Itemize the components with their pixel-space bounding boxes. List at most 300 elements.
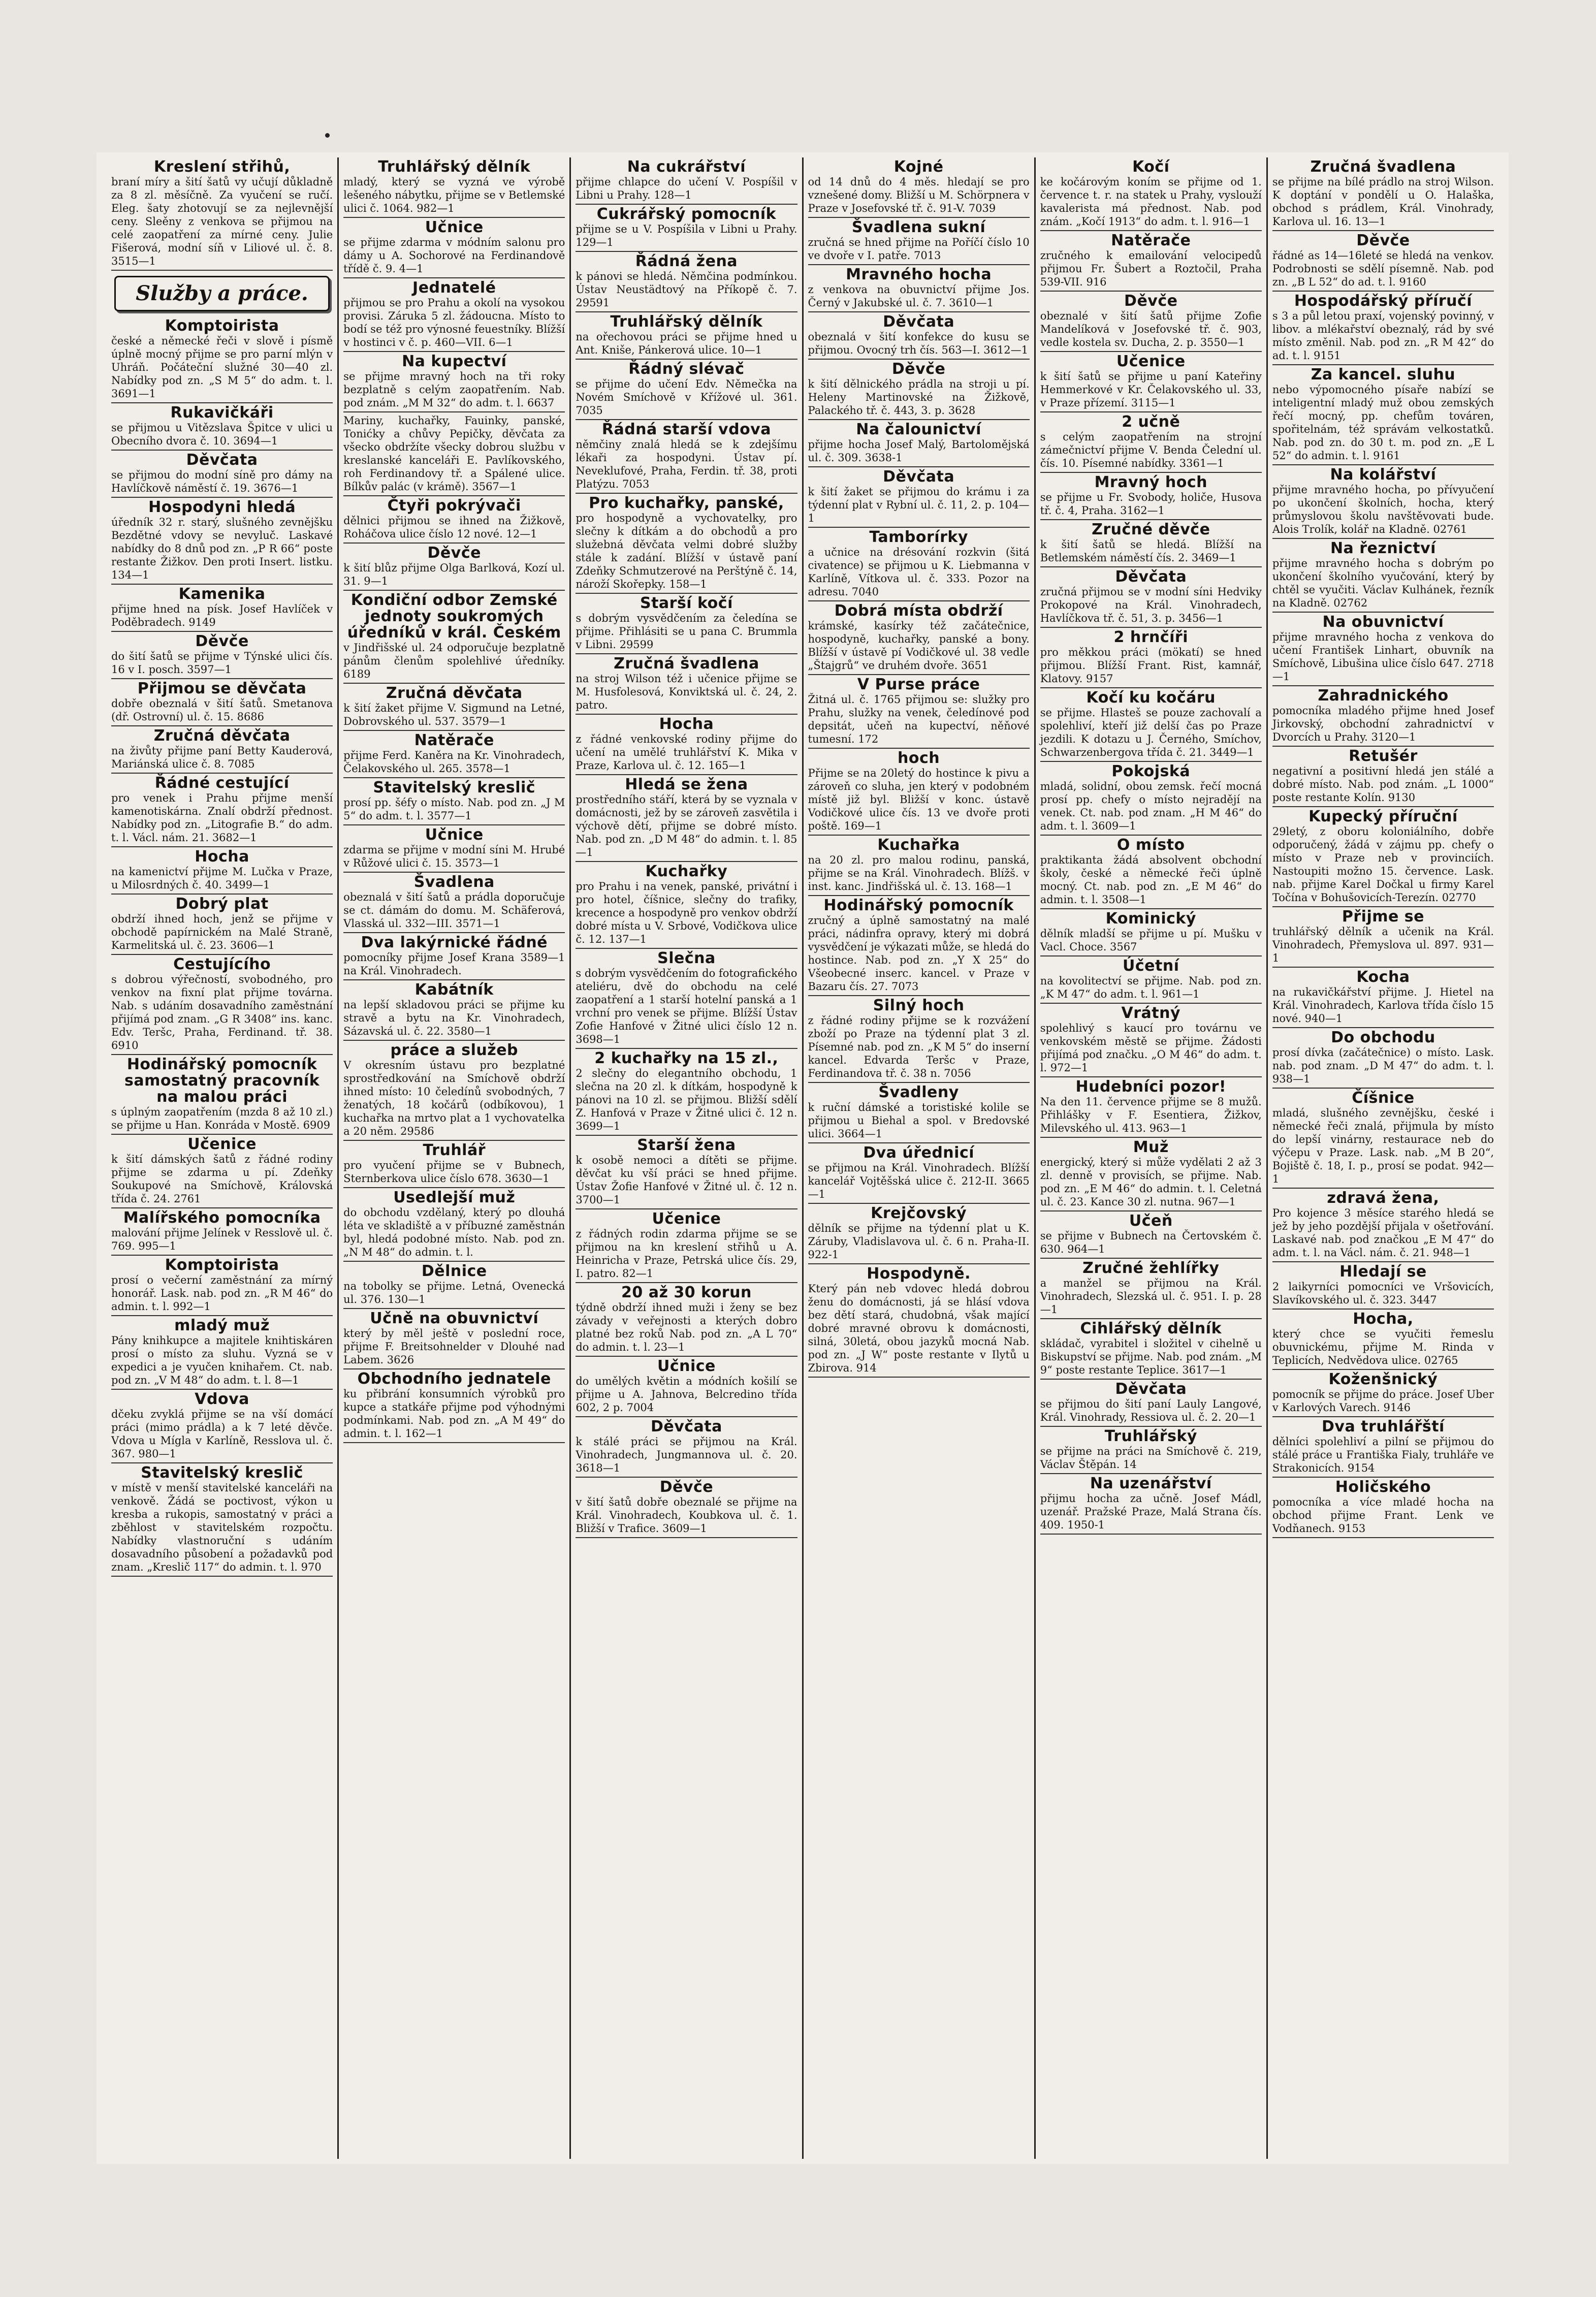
ad-heading: Natěrače	[1111, 232, 1191, 249]
classified-ad	[808, 749, 1030, 836]
ad-heading: Hocha	[659, 715, 714, 733]
ad-text: týdně obdrží ihned muži i ženy se bez závady v veřejnosti a kterých dobro platné bez roků Nab. pod zn. „A L 70“ do admin. t. l. 23—1	[576, 1301, 797, 1353]
ad-heading: Řádná žena	[635, 252, 738, 270]
ad-text: ku přibrání konsumních výrobků pro kupce a statkáře přijme pod výhodnými podmínkami. Nab. pod zn. „A M 49“ do admin. t. l. 162—1	[343, 1388, 565, 1440]
ad-text: na ořechovou práci se přijme hned u Ant. Kniše, Pánkerová ulice. 10—1	[576, 331, 797, 356]
ad-heading: Natěrače	[414, 731, 494, 749]
ad-text: braní míry a šití šatů vy učují důkladně za 8 zl. měsíčně. Za vyučení se ručí. Eleg. šaty zhotovují se za nejlevnější ceny. Sleěny z venkova se přijmou na celé zaopatření za mírné ceny. Julie Fišerová, modní síň v Liliové ul. č. 8. 3515—1	[111, 176, 333, 267]
column-5	[1034, 157, 1266, 2159]
classified-ad	[1272, 1189, 1494, 1262]
ad-heading: Dělnice	[421, 1262, 487, 1280]
ad-text: ke kočárovým koním se přijme od 1. července t. r. na statek u Prahy, vyslouží kavalerista má přednost. Nab. pod znám. „Kočí 1913“ do adm. t. l. 916—1	[1040, 176, 1262, 228]
ad-heading: Za kancel. sluhu	[1311, 366, 1456, 384]
classified-ad	[111, 679, 333, 726]
ad-text: mladá, solidní, obou zemsk. řečí mocná prosí pp. chefy o místo nejradějí na venek. Ct. nab. pod znam. „H M 46“ do adm. t. l. 3609—1	[1040, 780, 1262, 832]
ad-text: který chce se vyučiti řemeslu obuvnickému, přijme M. Rinda v Teplicích, Nedvědova ulice. 02765	[1272, 1328, 1494, 1366]
ad-heading: Truhlářský	[1104, 1427, 1197, 1445]
classified-ad	[1272, 686, 1494, 747]
classified-ad	[808, 528, 1030, 601]
ad-text: skládač, vyrabitel i složitel v cihelně u Biskupství se přijme. Nab. pod znám. „M 9“ poste restante Teplice. 3617—1	[1040, 1337, 1262, 1376]
ad-heading: Vrátný	[1121, 1004, 1181, 1022]
classified-ad	[111, 895, 333, 955]
ad-heading: Kamenika	[178, 585, 266, 603]
classified-ad	[1040, 956, 1262, 1004]
ad-heading: Děvčata	[650, 1418, 722, 1435]
classified-ad	[1272, 292, 1494, 365]
classified-ad	[576, 654, 797, 715]
classified-ad	[1272, 1028, 1494, 1089]
ad-heading: Pro kuchařky, panské,	[589, 494, 784, 512]
ad-heading: Kupecký příruční	[1308, 808, 1458, 825]
ad-text: od 14 dnů do 4 měs. hledají se pro vznešené domy. Bližší u M. Schörpnera v Praze v Josefovské tř. č. 91-V. 7039	[808, 176, 1030, 214]
ad-heading: Starší žena	[637, 1136, 736, 1154]
ad-heading: Vdova	[195, 1390, 249, 1408]
classified-ad	[808, 157, 1030, 218]
ad-heading: 20 až 30 korun	[621, 1284, 752, 1301]
ad-heading: Děvče	[891, 360, 946, 378]
classified-ad	[576, 494, 797, 594]
classified-ad	[808, 601, 1030, 675]
classified-ad	[111, 1463, 333, 1577]
ad-text: dělníci spolehliví a pilní se přijmou do stálé práce u Františka Fialy, truhláře ve Strakonicích. 9154	[1272, 1435, 1494, 1474]
ad-heading: Truhlářský dělník	[378, 158, 531, 176]
classified-ad	[343, 1262, 565, 1309]
classified-ad	[576, 1136, 797, 1209]
ad-heading: Děvčata	[883, 313, 955, 331]
ad-text: dělník se přijme na týdenní plat u K. Záruby, Vladislavova ul. č. 6 n. Praha-II. 922-1	[808, 1222, 1030, 1261]
ad-text: zručná přijmou se v modní síni Hedviky Prokopové na Král. Vinohradech, Havlíčkova tř. č. 51, 3. p. 3456—1	[1040, 586, 1262, 624]
classified-ad	[1272, 747, 1494, 807]
classified-ad	[111, 726, 333, 774]
ad-text: dělník mladší se přijme u pí. Mušku v Vacl. Choce. 3567	[1040, 928, 1262, 953]
ad-text: k šití dělnického prádla na stroji u pí. Heleny Martinovské na Žižkově, Palackého tř. č. 443, 3. p. 3628	[808, 378, 1030, 417]
ad-text: zručného k emailování velocipedů přijmou Fr. Šubert a Roztočil, Praha 539-VII. 916	[1040, 249, 1262, 288]
classified-ad	[1272, 1262, 1494, 1310]
ad-text: prosí pp. šéfy o místo. Nab. pod zn. „J M 5“ do adm. t. l. 3577—1	[343, 796, 565, 822]
ad-heading: Silný hoch	[873, 997, 965, 1014]
classified-ad	[343, 157, 565, 218]
ad-heading: Truhlář	[423, 1141, 486, 1159]
classified-ad	[808, 265, 1030, 312]
ad-heading: Koženšnický	[1328, 1370, 1438, 1388]
ad-heading: Hospodyně.	[867, 1265, 971, 1283]
ad-text: prosí dívka (začátečnice) o místo. Lask. nab. pod znam. „D M 47“ do adm. t. l. 938—1	[1272, 1046, 1494, 1085]
ad-heading: Starší kočí	[640, 594, 733, 612]
classified-ad	[111, 585, 333, 632]
ad-heading: Kabátník	[414, 981, 494, 999]
ad-heading: Na kupectví	[402, 353, 507, 370]
ad-text: k šití dámských šatů z řádné rodiny přijme se zdarma u pí. Zdeňky Soukupové na Smíchově, Královská třída č. 24. 2761	[111, 1153, 333, 1205]
ad-heading: Na obuvnictví	[1322, 613, 1444, 631]
ad-text: řádné as 14—16leté se hledá na venkov. Podrobnosti se sdělí písemně. Nab. pod zn. „B L 52“ do ad. t. l. 9160	[1272, 249, 1494, 288]
ad-heading: Čtyři pokrývači	[387, 497, 521, 515]
classified-ad	[576, 1357, 797, 1417]
ad-heading: Kominický	[1105, 910, 1196, 928]
ad-heading: Učnice	[657, 1357, 716, 1375]
ad-text: na kamenictví přijme M. Lučka v Praze, u Milosrdných č. 40. 3499—1	[111, 866, 333, 891]
classified-ad	[576, 1283, 797, 1357]
ad-text: z řádných rodin zdarma přijme se se přijmou na kn kreslení střihů u A. Heinricha v Praze, Petrská ulice čís. 29, I. patro. 82—1	[576, 1228, 797, 1280]
ad-heading: Děvče	[1356, 232, 1410, 249]
classified-ad	[1272, 539, 1494, 613]
ad-text: k pánovi se hledá. Němčina podmínkou. Ústav Neustädtový na Příkopě č. 7. 29591	[576, 270, 797, 309]
classified-ad	[1040, 1138, 1262, 1211]
classified-ad	[343, 544, 565, 591]
ad-heading: Kočí	[1132, 158, 1170, 176]
ad-heading: Komptoirista	[165, 317, 279, 335]
ad-text: s dobrou výřečností, svobodného, pro venkov na fixní plat přijme továrna. Nab. s udáním dosavadního zaměstnání přijímá pod znam. „G R 3408“ ins. kanc. Edv. Teršc, Praha, Ferdinand. tř. 38. 6910	[111, 973, 333, 1051]
ad-text: pro Prahu i na venek, panské, privátní i pro hotel, číšnice, slečny do trafiky, krecence a hospodyně pro venkov obdrží dobré místa u V. Srbové, Vodičkova ulice č. 12. 137—1	[576, 880, 797, 945]
ad-text: k ruční dámské a toristiské kolile se přijmou u Biehal a spol. v Bredovské ulici. 3664—1	[808, 1101, 1030, 1140]
ad-text: se přijmou do šití paní Lauly Langové, Král. Vinohrady, Ressiova ul. č. 2. 20—1	[1040, 1398, 1262, 1423]
ad-text: Přijme se na 20letý do hostince k pivu a zároveň co sluha, jen který v podobném místě již byl. Bližší v konc. ústavě Vodičkové ulice čís. 13 ve dvoře proti poště. 169—1	[808, 767, 1030, 832]
ad-heading: Hodinářský pomocník	[823, 897, 1014, 914]
classified-ad	[1040, 1380, 1262, 1427]
ad-text: na rukavičkářství přijme. J. Hietel na Král. Vinohradech, Karlova třída číslo 15 nové. 940—1	[1272, 986, 1494, 1025]
ad-heading: Na kolářství	[1330, 466, 1437, 484]
ink-dot	[325, 133, 330, 138]
classified-ad	[111, 847, 333, 895]
ad-text: z venkova na obuvnictví přijme Jos. Černý v Jakubské ul. č. 7. 3610—1	[808, 283, 1030, 309]
ad-text: obeznalé v šití šatů přijme Zofie Mandelíková v Josefovské tř. č. 903, vedle kostela sv. Ducha, 2. p. 3550—1	[1040, 310, 1262, 348]
ad-heading: Děvče	[659, 1478, 714, 1496]
classified-ad	[111, 955, 333, 1055]
classified-ad	[576, 594, 797, 654]
ad-heading: 2 hrnčíři	[1113, 628, 1189, 646]
ad-text: k stálé práci se přijmou na Král. Vinohradech, Jungmannova ul. č. 20. 3618—1	[576, 1435, 797, 1474]
classified-ad	[808, 1204, 1030, 1264]
classified-ad	[111, 157, 333, 271]
ad-heading: Hledá se žena	[625, 776, 748, 793]
ad-text: spolehlivý s kaucí pro továrnu ve venkovském městě se přijme. Žádosti přijímá pod značku. „O M 46“ do adm. t. l. 972—1	[1040, 1022, 1262, 1074]
classified-ad	[576, 715, 797, 775]
ad-heading: Hudebníci pozor!	[1075, 1078, 1227, 1096]
classified-ad	[576, 312, 797, 360]
ad-text: se přijme zdarma v módním salonu pro dámy u A. Sochorové na Ferdinandově třídě č. 9. 4—1	[343, 236, 565, 275]
classified-ad	[343, 684, 565, 731]
ad-heading: Zručná děvčata	[153, 727, 291, 745]
ad-text: dobře obeznalá v šití šatů. Smetanova (dř. Ostrovní) ul. č. 15. 8686	[111, 697, 333, 723]
classified-columns	[107, 157, 1498, 2159]
ad-text: k osobě nemoci a dítěti se přijme. děvčat ku vší práci se hned přijme. Ústav Žofie Hanfové v Žitné ul. č. 12 n. 3700—1	[576, 1154, 797, 1206]
classified-ad	[576, 775, 797, 862]
ad-heading: Stavitelský kreslič	[373, 779, 536, 796]
classified-ad	[1040, 688, 1262, 762]
classified-ad	[576, 1049, 797, 1136]
ad-text: zdarma se přijme v modní síni M. Hrubé v Růžové ulici č. 15. 3573—1	[343, 844, 565, 869]
ad-text: dčeku zvyklá přijme se na vší domácí práci (mimo prádla) a k 7 leté děvče. Vdova u Mígla v Karlíně, Resslova ul. č. 367. 980—1	[111, 1408, 333, 1460]
ad-text: praktikanta žádá absolvent obchodní školy, české a německé řeči úplně mocný. Ct. nab. pod zn. „E M 46“ do admin. t. l. 3508—1	[1040, 854, 1262, 906]
classified-ad	[111, 1316, 333, 1390]
ad-text: mladá, slušného zevnějšku, české i německé řeči znalá, přijmula by místo do lepší vinárny, restaurace neb do výčepu v Praze. Lask. nab. „M B 20“, Bojiště č. 18, I. p., prosí se podat. 942—1	[1272, 1107, 1494, 1185]
classified-ad	[111, 403, 333, 451]
ad-text: se přijme do učení Edv. Němečka na Novém Smíchově v Křížové ul. 361. 7035	[576, 378, 797, 417]
classified-ad	[111, 451, 333, 498]
classified-ad	[111, 1208, 333, 1256]
ad-text: pro vyučení přijme se v Bubnech, Sternberkova ulice číslo 678. 3630—1	[343, 1159, 565, 1185]
classified-ad	[1272, 907, 1494, 968]
ad-text: pro hospodyně a vychovatelky, pro slečny k dítkám a do obchodů a pro služebná děvčata velmi dobré služby stále k zadání. Blížší v ústavě paní Zdeňky Schmutzerové na Perštýně č. 14, nároží Skořepky. 158—1	[576, 512, 797, 590]
classified-ad	[808, 360, 1030, 420]
classified-ad	[1040, 1004, 1262, 1077]
classified-ad	[576, 949, 797, 1049]
classified-ad	[1040, 157, 1262, 231]
ad-text: a učnice na drésování rozkvin (šitá civatence) se přijmou u K. Liebmanna v Karlíně, Vítkova ul. č. 333. Pozor na adresu. 7040	[808, 546, 1030, 598]
classified-ad	[1040, 412, 1262, 473]
ad-heading: Dobrý plat	[175, 895, 269, 913]
classified-ad	[343, 1141, 565, 1188]
ad-text: do šití šatů se přijme v Týnské ulici čís. 16 v I. posch. 3597—1	[111, 650, 333, 676]
ad-heading: Na řeznictví	[1330, 539, 1436, 557]
classified-ad	[1040, 352, 1262, 412]
ad-text: s dobrým vysvědčením do fotografického ateliéru, dvě do obchodu na celé zaopatření a 1 starší hotelní panská a 1 vrchní pro venek se přijme. Blížší Ústav Zofie Hanfové v Žitné ulici číslo 12 n. 3698—1	[576, 967, 797, 1045]
ad-text: Pány knihkupce a majitele knihtiskáren prosí o místo za sluhu. Vyzná se v expedici a je vyučen knihařem. Ct. nab. pod zn. „V M 48“ do adm. t. l. 8—1	[111, 1334, 333, 1386]
ad-text: dělnici přijmou se ihned na Žižkově, Roháčova ulice číslo 12 nové. 12—1	[343, 515, 565, 540]
ad-heading: Děvčata	[1115, 1380, 1187, 1398]
ad-heading: Švadlena	[413, 873, 495, 891]
ad-heading: Holičského	[1335, 1478, 1431, 1496]
ad-heading: Na čalounictví	[856, 421, 981, 438]
ad-heading: Cestujícího	[173, 955, 271, 973]
ad-heading: Švadleny	[878, 1083, 959, 1101]
ad-heading: Dva úřednicí	[863, 1144, 975, 1162]
ad-text: mladý, který se vyzná ve výrobě lešeného nábytku, přijme se v Betlemské ulici č. 1064. 982—1	[343, 176, 565, 214]
ad-heading: Řádná starší vdova	[601, 421, 771, 438]
ad-heading: Kuchařka	[877, 836, 960, 854]
ad-text: negativní a positivní hledá jen stálé a dobré místo. Nab. pod znám. „L 1000“ poste restante Kolín. 9130	[1272, 765, 1494, 804]
classified-ad	[1040, 909, 1262, 956]
classified-ad	[808, 218, 1030, 265]
classified-ad	[1040, 762, 1262, 836]
ad-heading: Do obchodu	[1331, 1029, 1435, 1046]
classified-ad	[343, 218, 565, 278]
ad-text: 2 slečny do elegantního obchodu, 1 slečna na 20 zl. k dítkám, hospodyně k pánovi na 10 zl. se přijmou. Bližší sdělí Z. Hanfová v Praze v Žitné ulici č. 12 n. 3699—1	[576, 1067, 797, 1132]
ad-text: přijmou se pro Prahu a okolí na vysokou provisi. Záruka 5 zl. žádoucna. Místo to bodí se též pro výnosné feuestníky. Blížší v hostinci v č. p. 460—VII. 6—1	[343, 297, 565, 348]
ad-text: který by měl ještě v poslední roce, přijme F. Breitsohnelder v Dlouhé nad Labem. 3626	[343, 1327, 565, 1366]
classified-ad	[111, 632, 333, 679]
ad-heading: 2 učně	[1122, 413, 1180, 431]
classified-ad	[808, 312, 1030, 360]
ad-heading: Stavitelský kreslič	[141, 1464, 303, 1482]
ad-heading: Učenice	[187, 1135, 257, 1153]
ad-text: úředník 32 r. starý, slušného zevnějšku Bezdětné vdovy se nevyluč. Laskavé nabídky do 8 dnů pod zn. „P R 66“ poste restante Žižkov. Den proti Insert. listku. 134—1	[111, 516, 333, 581]
classified-ad	[1040, 1077, 1262, 1138]
ad-heading: Mravný hoch	[1094, 473, 1207, 491]
ad-heading: Učně na obuvnictví	[370, 1310, 539, 1327]
ad-text: Který pán neb vdovec hledá dobrou ženu do domácnosti, já se hlásí vdova bez dětí stará, chudobná, však mající dobré mravné obrovu k domácnosti, silná, 30letá, obou jazyků mocná Nab. pod zn. „J W“ poste restante v Ilytů u Zbirova. 914	[808, 1283, 1030, 1374]
ad-heading: Kojné	[893, 158, 944, 176]
ad-text: němčiny znalá hledá se k zdejšímu lékaři za hospodyni. Ústav pí. Neveklufové, Praha, Ferdin. tř. 38, proti Platýzu. 7053	[576, 438, 797, 490]
ad-heading: Zručné děvče	[1092, 521, 1210, 538]
ad-text: obeznalá v šití konfekce do kusu se přijmou. Ovocný trh čís. 563—I. 3612—1	[808, 331, 1030, 356]
ad-text: přijme mravného hocha z venkova do učení František Linhart, obuvník na Smíchově, Libušina ulice číslo 647. 2718—1	[1272, 631, 1494, 683]
classified-ad	[1040, 520, 1262, 567]
ad-text: prosí o večerní zaměstnání za mírný honorář. Lask. nab. pod zn. „R M 46“ do admin. t. l. 992—1	[111, 1274, 333, 1313]
ad-text: s celým zaopatřením na strojní zámečnictví přijme V. Benda Čelední ul. čís. 10. Písemné nabídky. 3361—1	[1040, 431, 1262, 469]
ad-heading: Usedlejší muž	[393, 1189, 516, 1206]
ad-heading: Rukavičkáři	[170, 404, 274, 422]
ad-heading: Krejčovský	[871, 1204, 967, 1222]
ad-text: přijme Ferd. Kaněra na Kr. Vinohradech, Čelakovského ul. 265. 3578—1	[343, 749, 565, 775]
ad-text: 29letý, z oboru koloniálního, dobře odporučený, žádá v zájmu pp. chefy o místo v Praze neb v provinciích. Nastoupiti možno 15. července. Lask. nab. přijme Karel Dočkal u firmy Karel Točína v Bohušovicích-Terezín. 02770	[1272, 825, 1494, 904]
ad-text: Na den 11. července přijme se 8 mužů. Přihlášky v F. Esentiera, Žižkov, Milevského ul. 413. 963—1	[1040, 1096, 1262, 1134]
ad-heading: V Purse práce	[857, 676, 980, 693]
classified-ad	[111, 1055, 333, 1135]
ad-heading: Tamborírky	[869, 528, 968, 546]
ad-heading: Zručná švadlena	[1310, 158, 1456, 176]
ad-heading: Dobrá místa obdrží	[834, 602, 1003, 620]
classified-ad	[1272, 1417, 1494, 1478]
section-heading: Služby a práce.	[114, 276, 330, 311]
ad-heading: hoch	[898, 749, 940, 767]
classified-ad	[343, 731, 565, 778]
classified-ad	[1272, 807, 1494, 907]
classified-ad	[1040, 567, 1262, 628]
ad-text: se přijme na práci na Smíchově č. 219, Václav Štěpán. 14	[1040, 1445, 1262, 1471]
column-3	[569, 157, 802, 2159]
ad-text: zručná se hned přijme na Poříčí číslo 10 ve dvoře v I. patře. 7013	[808, 236, 1030, 262]
ad-text: obdrží ihned hoch, jenž se přijme v obchodě papírnickém na Malé Straně, Karmelitská ul. č. 23. 3606—1	[111, 913, 333, 951]
ad-text: v šití šatů dobře obeznalé se přijme na Král. Vinohradech, Koubkova ul. č. 1. Bližší v Trafice. 3609—1	[576, 1496, 797, 1535]
ad-heading: Děvčata	[1115, 568, 1187, 586]
column-4	[802, 157, 1034, 2159]
ad-heading: Hledají se	[1339, 1263, 1427, 1281]
classified-ad	[111, 1256, 333, 1316]
ad-text: prostředního stáří, která by se vyznala v domácnosti, jež by se zároveň zasvětila i výchově dětí, přijme se dobré místo. Nab. pod zn. „D M 48“ do admin. t. l. 85—1	[576, 793, 797, 858]
ad-text: pomocník se přijme do práce. Josef Uber v Karlových Varech. 9146	[1272, 1388, 1494, 1414]
ad-text: malování přijme Jelínek v Resslově ul. č. 769. 995—1	[111, 1227, 333, 1252]
ad-text: na stroj Wilson též i učenice přijme se M. Husfolesová, Konviktská ul. č. 24, 2. patro.	[576, 673, 797, 711]
ad-heading: Účetní	[1123, 957, 1179, 975]
ad-heading: Řádné cestující	[154, 774, 290, 792]
ad-heading: Hospodářský příručí	[1294, 292, 1473, 310]
ad-text: Pro kojence 3 měsíce starého hledá se jež by jeho pozdější přijala v ošetřování. Laskavé nab. pod značkou „E M 47“ do adm. t. l. na Václ. nám. č. 21. 948—1	[1272, 1207, 1494, 1259]
classified-ad	[1040, 628, 1262, 688]
ad-text: k šití šatů se přijme u paní Kateřiny Hemmerkové v Kr. Čelakovského ul. 33, v Praze přízemí. 3115—1	[1040, 370, 1262, 409]
ad-text: se přijmou u Vitězslava Špitce v ulici u Obecního dvora č. 10. 3694—1	[111, 422, 333, 447]
ad-heading: Muž	[1133, 1138, 1169, 1156]
ad-heading: Malířského pomocníka	[123, 1209, 321, 1227]
ad-text: do obchodu vzdělaný, který po dlouhá léta ve skladiště a v příbuzné zaměstnán byl, hledá podobné místo. Nab. pod zn. „N M 48“ do admin. t. l.	[343, 1206, 565, 1258]
classified-ad	[1040, 1259, 1262, 1319]
classified-ad	[576, 862, 797, 949]
ad-heading: Dva lakýrnické řádné	[361, 934, 548, 951]
ad-heading: Zručná děvčata	[386, 684, 523, 702]
ad-text: přijmu hocha za učně. Josef Mádl, uzenář. Pražské Praze, Malá Strana čís. 409. 1950-1	[1040, 1492, 1262, 1531]
ad-text: české a německé řeči v slově i písmě úplně mocný přijme se pro parní mlýn v Uhráň. Počáteční služné 30—40 zl. Nabídky pod zn. „S M 5“ do adm. t. l. 3691—1	[111, 335, 333, 400]
classified-ad	[1272, 613, 1494, 686]
ad-heading: Hospodyni hledá	[148, 498, 296, 516]
ad-text: se přijme na bílé prádlo na stroj Wilson. K doptání v pondělí u O. Halaška, obchod s prádlem, Král. Vinohrady, Karlova ul. 16. 13—1	[1272, 176, 1494, 228]
classified-ad	[576, 205, 797, 252]
classified-ad	[1272, 465, 1494, 539]
classified-ad	[111, 774, 333, 847]
ad-heading: Jednatelé	[412, 279, 496, 297]
classified-ad	[343, 873, 565, 933]
ad-heading: Obchodního jednatele	[357, 1370, 551, 1388]
ad-text: Žitná ul. č. 1765 přijmou se: služky pro Prahu, služky na venek, čeledínové pod depsitát, učeň na kupectví, něňové tumesní. 172	[808, 693, 1030, 745]
ad-text: pomocníky přijme Josef Krana 3589—1 na Král. Vinohradech.	[343, 951, 565, 977]
classified-ad	[343, 1309, 565, 1369]
ad-text: přijme se u V. Pospíšila v Libni u Prahy. 129—1	[576, 223, 797, 248]
classified-ad	[1272, 1089, 1494, 1189]
ad-heading: Slečna	[657, 949, 716, 967]
classified-ad	[808, 896, 1030, 996]
ad-text: z řádné rodiny přijme se k rozvážení zboží po Praze na týdenní plat 3 zl. Písemné nab. pod zn. „K M 5“ do inserní kancel. Edvarda Teršc v Praze, Ferdinandova tř. č. 38 n. 7056	[808, 1014, 1030, 1079]
classified-ad	[576, 1209, 797, 1283]
ad-heading: Děvče	[1124, 292, 1178, 310]
classified-ad	[343, 1188, 565, 1262]
ad-text: krámské, kasírky též začátečnice, hospodyně, kuchařky, panské a bony. Blížší v ústavě pí Vodičkové ul. 38 vedle „Štajgrů“ ve druhém dvoře. 3651	[808, 620, 1030, 672]
ad-heading: Děvčata	[883, 468, 955, 486]
ad-heading: Kočí ku kočáru	[1086, 689, 1216, 707]
ad-heading: Dva truhlářští	[1322, 1418, 1445, 1435]
ad-text: s úplným zaopatřením (mzda 8 až 10 zl.) se přijme u Han. Konráda v Mostě. 6909	[111, 1106, 333, 1131]
ad-heading: Učnice	[425, 218, 484, 236]
classified-ad	[576, 252, 797, 312]
classified-ad	[1272, 231, 1494, 292]
classified-ad	[1272, 1478, 1494, 1538]
ad-heading: 2 kuchařky na 15 zl.,	[594, 1049, 779, 1067]
classified-ad	[1040, 473, 1262, 520]
ad-text: obeznalá v šití šatů a prádla doporučuje se ct. dámám do domu. M. Schäferová, Vlasská ul. 332—III. 3571—1	[343, 891, 565, 930]
classified-ad	[576, 1478, 797, 1538]
ad-heading: Hocha	[195, 848, 249, 866]
ad-heading: Truhlářský dělník	[610, 313, 763, 331]
ad-heading: Děvče	[195, 632, 249, 650]
ad-heading: Kuchařky	[645, 863, 728, 880]
ad-text: energický, který si může vydělati 2 až 3 zl. denně v provisích, se přijme. Nab. pod zn. „E M 46“ do admin. t. l. Celetná ul. č. 23. Kance 30 zl. nutna. 967—1	[1040, 1156, 1262, 1208]
ad-text: pro měkkou práci (mökatí) se hned přijmou. Blížší Frant. Rist, kamnář, Klatovy. 9157	[1040, 646, 1262, 685]
ad-heading: O místo	[1116, 836, 1185, 854]
ad-heading: Děvčata	[186, 451, 258, 469]
classified-ad	[808, 467, 1030, 528]
ad-text: se přijme v Bubnech na Čertovském č. 630. 964—1	[1040, 1230, 1262, 1255]
classified-ad	[111, 316, 333, 403]
classified-ad	[343, 412, 565, 496]
ad-heading: Na uzenářství	[1090, 1475, 1212, 1492]
ad-text: v místě v menší stavitelské kanceláři na venkově. Žádá se poctivost, výkon u kresba a rukopis, samostatný v práci a zběhlost v stavitelském rozpočtu. Nabídky vlastnoruční s udáním dosavadního působení a požadavků pod znam. „Kreslič 117“ do admin. t. l. 970	[111, 1482, 333, 1573]
ad-text: Mariny, kuchařky, Fauinky, panské, Tonićky a chůvy Pepičky, děvčata za všecko obdržíte všecky dobrou službu v kreslanské kanceláři E. Pavlíkovského, roh Ferdinandovy tř. a Spálené ulice. Bílkův palác (v krámě). 3567—1	[343, 414, 565, 493]
ad-text: na živůty přijme paní Betty Kauderová, Mariánská ulice č. 8. 7085	[111, 745, 333, 770]
classified-ad	[1272, 1310, 1494, 1370]
classified-ad	[343, 496, 565, 544]
ad-heading: Pokojská	[1111, 762, 1191, 780]
ad-text: se přijme. Hlasteš se pouze zachovalí a spolehliví, kteří již delší čas po Praze jezdili. K dotazu u J. Černého, Smíchov, Schwarzenbergova třída č. 21. 3449—1	[1040, 707, 1262, 758]
classified-ad	[808, 1143, 1030, 1204]
ad-text: do umělých květin a módních košilí se přijme u A. Jahnova, Belcredino třída 602, 2 p. 7004	[576, 1375, 797, 1414]
ad-heading: Přijmou se děvčata	[137, 680, 307, 697]
ad-text: přijme hocha Josef Malý, Bartolomějská ul. č. 309. 3638-1	[808, 438, 1030, 464]
ad-heading: práce a služeb	[390, 1041, 519, 1059]
classified-ad	[1040, 1211, 1262, 1259]
ad-heading: Cukrářský pomocník	[596, 205, 777, 223]
classified-ad	[111, 1390, 333, 1463]
ad-text: přijme hned na písk. Josef Havlíček v Poděbradech. 9149	[111, 603, 333, 628]
ad-text: na tobolky se přijme. Letná, Ovenecká ul. 376. 130—1	[343, 1280, 565, 1305]
classified-ad	[111, 1135, 333, 1208]
ad-text: a manžel se přijmou na Král. Vinohradech, Slezská ul. č. 951. I. p. 28—1	[1040, 1277, 1262, 1316]
ad-text: k šití šatů se hledá. Blížší na Betlemském náměstí čís. 2. 3469—1	[1040, 538, 1262, 564]
ad-heading: zdravá žena,	[1327, 1189, 1440, 1207]
ad-heading: Zručné žehlířky	[1082, 1259, 1220, 1277]
classified-ad	[343, 933, 565, 980]
ad-heading: Zahradnického	[1318, 687, 1449, 705]
ad-text: s dobrým vysvědčením za čeledína se přijme. Přihlásiti se u pana C. Brummla v Libni. 29599	[576, 612, 797, 651]
column-1	[107, 157, 337, 2159]
ad-text: pomocníka a více mladé hocha na obchod přijme Frant. Lenk ve Vodňanech. 9153	[1272, 1496, 1494, 1535]
ad-text: se přijmou na Král. Vinohradech. Blížší kancelář Vojtěšská ulice č. 212-II. 3665—1	[808, 1162, 1030, 1200]
